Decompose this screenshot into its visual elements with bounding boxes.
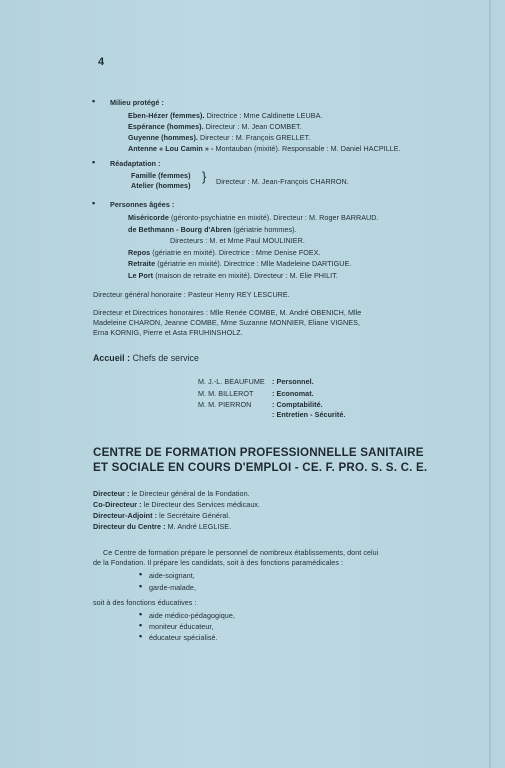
accueil-name: M. M. BILLEROT xyxy=(198,389,254,398)
accueil-name: M. M. PIERRON xyxy=(198,400,252,409)
bullet-icon: • xyxy=(139,631,143,641)
centre-staff: Directeur-Adjoint : le Secrétaire Général. xyxy=(93,511,231,520)
educ-item: aide médico-pédagogique, xyxy=(149,611,235,620)
educ-item: éducateur spécialisé. xyxy=(149,633,218,642)
brace-icon: } xyxy=(202,169,207,184)
honoraires-line: Erna KORNIG, Pierre et Asta FRUHINSHOLZ. xyxy=(93,328,243,337)
educ-intro: soit à des fonctions éducatives : xyxy=(93,598,197,607)
accueil-name: M. J.-L. BEAUFUME xyxy=(198,377,265,386)
milieu-line: Antenne « Lou Camin » - Montauban (mixité). Responsable : M. Daniel HACPILLE. xyxy=(128,144,401,153)
bullet-icon: • xyxy=(139,581,143,591)
accueil-heading: Accueil : Chefs de service xyxy=(93,353,199,363)
readaptation-director: Directeur : M. Jean-François CHARRON. xyxy=(216,177,349,186)
honoraires-line: Directeur et Directrices honoraires : Mlle Renée COMBE, M. André OBENICH, Mlle xyxy=(93,308,362,317)
centre-staff: Directeur du Centre : M. André LEGLISE. xyxy=(93,522,232,531)
bullet-icon: • xyxy=(92,198,96,208)
section-title-readaptation: Réadaptation : xyxy=(110,159,161,168)
bullet-icon: • xyxy=(139,609,143,619)
centre-paragraph: de la Fondation. Il prépare les candidats, soit à des fonctions paramédicales : xyxy=(93,558,344,567)
accueil-role: : Comptabilité. xyxy=(272,400,323,409)
accueil-role: : Economat. xyxy=(272,389,314,398)
bullet-icon: • xyxy=(92,157,96,167)
centre-paragraph: Ce Centre de formation prépare le personnel de nombreux établissements, dont celui xyxy=(103,548,379,557)
bullet-icon: • xyxy=(92,96,96,106)
agees-line: Directeurs : M. et Mme Paul MOULINIER. xyxy=(170,236,305,245)
agees-line: Miséricorde (géronto-psychiatrie en mixité). Directeur : M. Roger BARRAUD. xyxy=(128,213,379,222)
centre-heading: ET SOCIALE EN COURS D'EMPLOI - CE. F. PRO. S. S. C. E. xyxy=(93,461,428,474)
centre-staff: Directeur : le Directeur général de la Fondation. xyxy=(93,489,250,498)
agees-line: Retraite (gériatrie en mixité). Directrice : Mlle Madeleine DARTIGUE. xyxy=(128,259,352,268)
honoraire-line: Directeur général honoraire : Pasteur Henry REY LESCURE. xyxy=(93,290,290,299)
centre-staff: Co-Directeur : le Directeur des Services médicaux. xyxy=(93,500,261,509)
page-fold xyxy=(489,0,491,768)
agees-line: Repos (gériatrie en mixité). Directrice : Mme Denise FOEX. xyxy=(128,248,321,257)
educ-item: moniteur éducateur, xyxy=(149,622,214,631)
para-item: aide-soignant, xyxy=(149,571,195,580)
readaptation-item: Famille (femmes) xyxy=(131,171,191,180)
accueil-role: : Entretien - Sécurité. xyxy=(272,410,346,419)
bullet-icon: • xyxy=(139,620,143,630)
milieu-line: Espérance (hommes). Directeur : M. Jean COMBET. xyxy=(128,122,302,131)
accueil-role: : Personnel. xyxy=(272,377,314,386)
page-number: 4 xyxy=(98,56,105,68)
milieu-line: Eben-Hézer (femmes). Directrice : Mme Caldinette LEUBA. xyxy=(128,111,323,120)
readaptation-item: Atelier (hommes) xyxy=(131,181,191,190)
bullet-icon: • xyxy=(139,569,143,579)
honoraires-line: Madeleine CHARON, Jeanne COMBE, Mme Suzanne MONNIER, Eliane VIGNES, xyxy=(93,318,360,327)
agees-line: de Bethmann - Bourg d'Abren (gériatrie hommes). xyxy=(128,225,297,234)
agees-line: Le Port (maison de retraite en mixité). Directeur : M. Elie PHILIT. xyxy=(128,271,338,280)
para-item: garde-malade, xyxy=(149,583,196,592)
milieu-line: Guyenne (hommes). Directeur : M. François GRELLET. xyxy=(128,133,311,142)
section-title-milieu: Milieu protégé : xyxy=(110,98,164,107)
centre-heading: CENTRE DE FORMATION PROFESSIONNELLE SANITAIRE xyxy=(93,446,424,459)
section-title-agees: Personnes âgées : xyxy=(110,200,175,209)
